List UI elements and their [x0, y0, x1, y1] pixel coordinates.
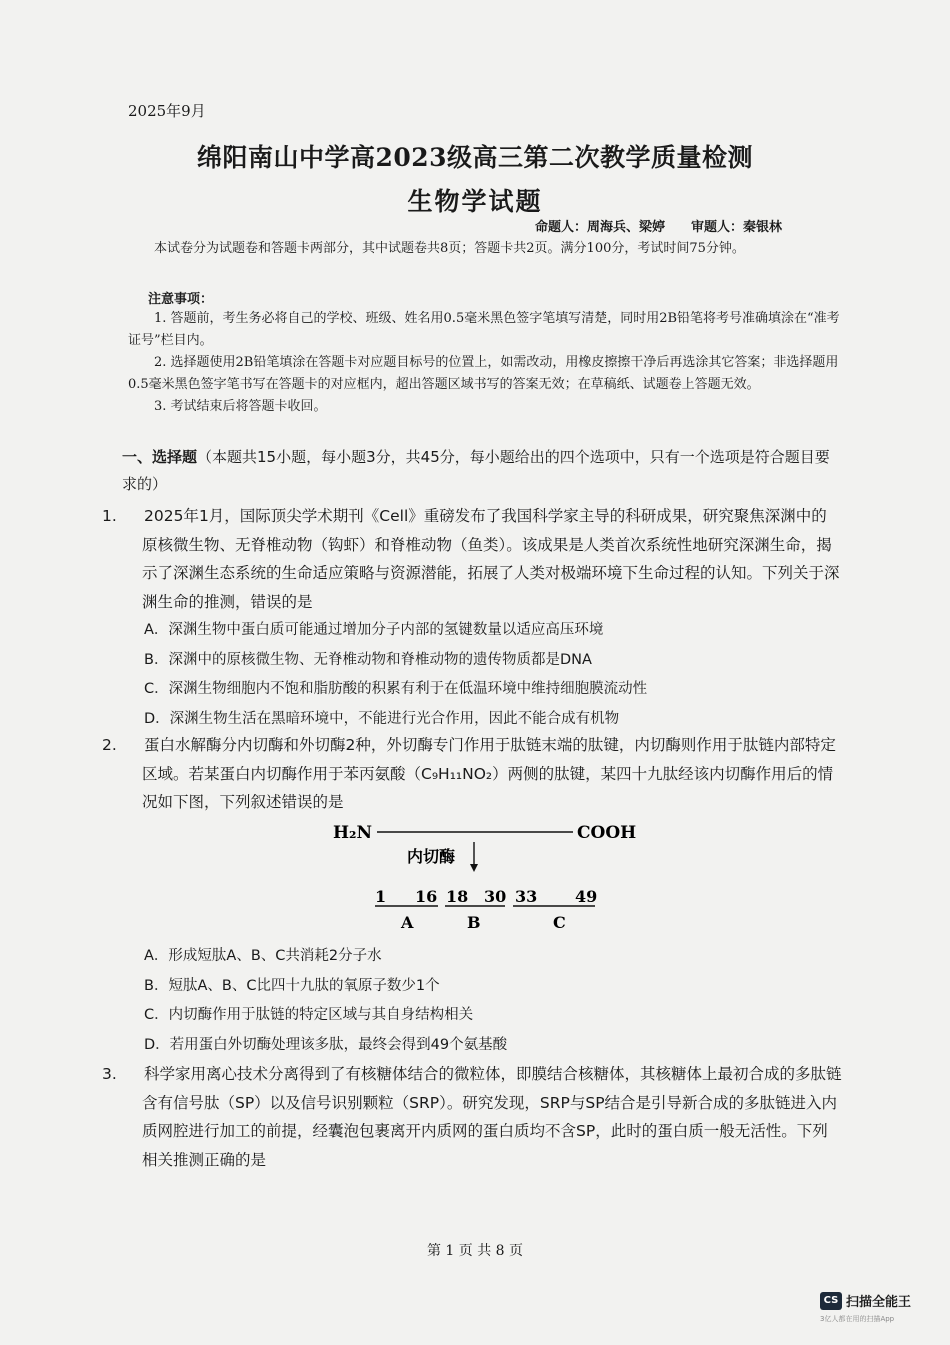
scanner-logo-icon: CS	[820, 1292, 842, 1310]
question-2	[102, 731, 842, 817]
question-2-text: 蛋白水解酶分内切酶和外切酶2种，外切酶专门作用于肽链末端的肽键，内切酶则作用于肽链内部特定区域。若某蛋白内切酶作用于苯丙氨酸（C₉H₁₁NO₂）两侧的肽键，某四十九肽经该内切酶作用后的情况如下图，下列叙述错误的是	[142, 736, 836, 812]
question-2-options	[122, 942, 842, 1060]
note-item: 3. 考试结束后将答题卡收回。	[154, 399, 327, 414]
question-2-option-b: B．短肽A、B、C比四十九肽的氧原子数少1个	[144, 977, 440, 994]
question-1-option-c: C．深渊生物细胞内不饱和脂肪酸的积累有利于在低温环境中维持细胞膜流动性	[144, 681, 648, 698]
question-1-option-b: B．深渊中的原核微生物、无脊椎动物和脊椎动物的遗传物质都是DNA	[144, 651, 592, 668]
diagram-position-label: 33	[515, 887, 538, 906]
question-2-number: 2.	[102, 736, 117, 754]
exam-title: 绵阳南山中学高2023级高三第二次教学质量检测	[196, 143, 754, 172]
section-desc: （本题共15小题，每小题3分，共45分，每小题给出的四个选项中，只有一个选项是符合题目要求的）	[122, 448, 830, 493]
question-1-option-a: A．深渊生物中蛋白质可能通过增加分子内部的氢键数量以适应高压环境	[144, 622, 604, 639]
question-1-stem	[102, 502, 842, 616]
question-2-stem	[102, 731, 842, 817]
note-item: 1. 答题前，考生务必将自己的学校、班级、姓名用0.5毫米黑色签字笔填写清楚，同时用2B铅笔将考号准确填涂在“准考证号”栏目内。	[128, 311, 840, 348]
question-2-option-d: D．若用蛋白外切酶处理该多肽，最终会得到49个氨基酸	[144, 1036, 508, 1053]
question-3-number: 3.	[102, 1065, 117, 1083]
question-3-stem	[102, 1060, 842, 1174]
segment-b-label: B	[467, 913, 481, 932]
question-1-number: 1.	[102, 507, 117, 525]
notes-title: 注意事项：	[148, 292, 214, 307]
question-1-option-d: D．深渊生物生活在黑暗环境中，不能进行光合作用，因此不能合成有机物	[144, 710, 620, 727]
scanner-tagline: 3亿人都在用的扫描App	[820, 1315, 895, 1323]
question-3-text: 科学家用离心技术分离得到了有核糖体结合的微粒体，即膜结合核糖体，其核糖体上最初合成的多肽链含有信号肽（SP）以及信号识别颗粒（SRP）。研究发现，SRP与SP结合是引导新合成的多肽链进入内质网腔进行加工的前提，经囊泡包裹离开内质网的蛋白质均不含SP，此时的蛋白质一般无活性。下列相关推测正确的是	[142, 1065, 842, 1169]
diagram-position-label: 49	[575, 887, 598, 906]
exam-subtitle: 生物学试题	[407, 187, 543, 216]
diagram-n-terminus: H₂N	[333, 823, 373, 843]
page-number: 第 1 页 共 8 页	[426, 1243, 524, 1259]
diagram-c-terminus: COOH	[577, 823, 637, 843]
peptide-diagram	[325, 816, 655, 936]
exam-date: 2025年9月	[128, 102, 206, 120]
diagram-enzyme-label: 内切酶	[407, 847, 456, 866]
diagram-position-label: 30	[484, 887, 507, 906]
question-2-option-a: A．形成短肽A、B、C共消耗2分子水	[144, 948, 382, 964]
segment-a-label: A	[401, 913, 414, 932]
question-2-option-c: C．内切酶作用于肽链的特定区域与其自身结构相关	[144, 1007, 474, 1023]
diagram-position-label: 16	[415, 887, 438, 906]
enzyme-arrow-head	[470, 864, 478, 872]
diagram-position-label: 18	[446, 887, 469, 906]
scanner-name: 扫描全能王	[846, 1295, 912, 1310]
notes-list	[128, 308, 840, 418]
question-3	[102, 1060, 842, 1174]
diagram-position-label: 1	[375, 887, 387, 906]
question-1-text: 2025年1月，国际顶尖学术期刊《Cell》重磅发布了我国科学家主导的科研成果，研究聚焦深渊中的原核微生物、无脊椎动物（钩虾）和脊椎动物（鱼类）。该成果是人类首次系统性地研究深渊生命，揭示了深渊生态系统的生命适应策略与资源潜能，拓展了人类对极端环境下生命过程的认知。下列关于深渊生命的推测，错误的是	[142, 507, 840, 611]
segment-c-label: C	[553, 913, 566, 932]
question-1	[102, 502, 842, 734]
exam-authors: 命题人：周海兵、梁婷 审题人：秦银林	[535, 220, 783, 235]
scanner-watermark	[820, 1290, 912, 1323]
exam-intro: 本试卷分为试题卷和答题卡两部分，其中试题卷共8页；答题卡共2页。满分100分，考试时间75分钟。	[154, 241, 745, 256]
note-item: 2. 选择题使用2B铅笔填涂在答题卡对应题目标号的位置上，如需改动，用橡皮擦擦干净后再选涂其它答案；非选择题用0.5毫米黑色签字笔书写在答题卡的对应框内，超出答题区域书写的答案无效；在草稿纸、试题卷上答题无效。	[128, 355, 839, 392]
section-title: 一、选择题	[122, 448, 198, 466]
section-heading	[122, 444, 842, 498]
